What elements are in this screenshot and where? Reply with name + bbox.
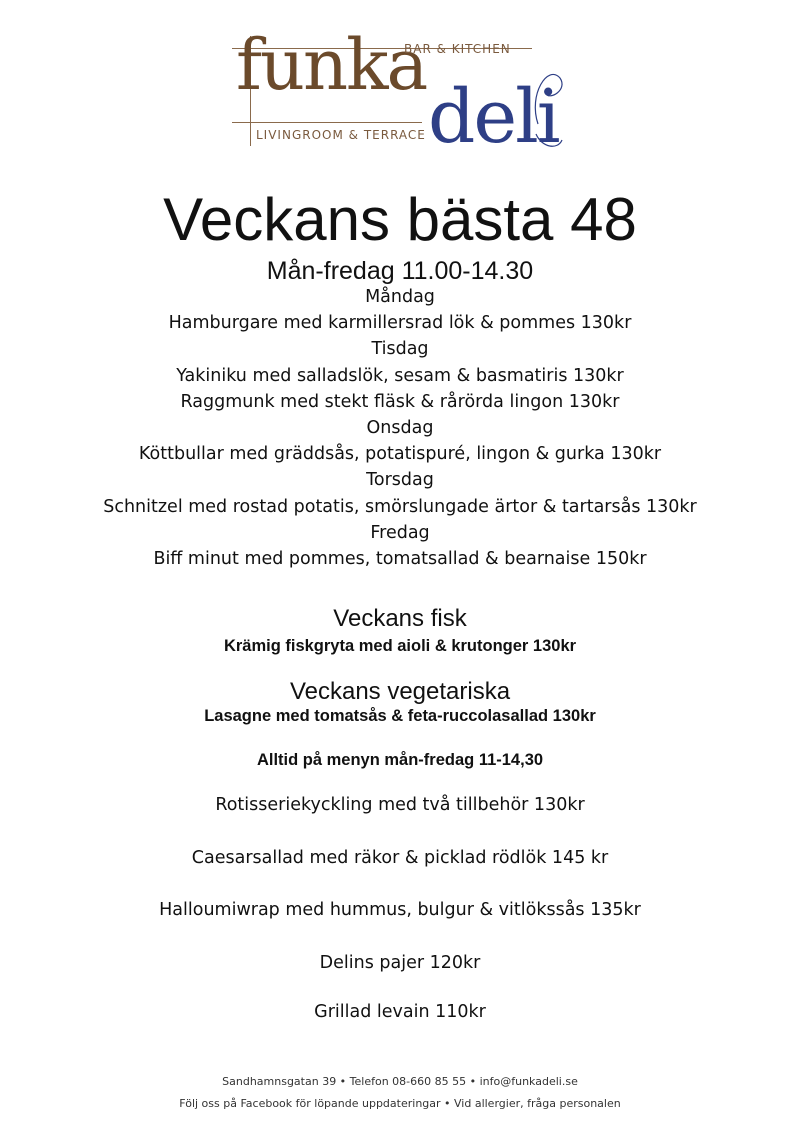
- always-menu-item: Caesarsallad med räkor & picklad rödlök 145 kr: [191, 848, 609, 868]
- logo-word-funka: funka: [236, 24, 427, 106]
- dish-item: Schnitzel med rostad potatis, smörslungade ärtor & tartarsås 130kr: [103, 496, 697, 517]
- day-heading: Torsdag: [366, 470, 434, 491]
- logo-tag-bar-kitchen: BAR & KITCHEN: [404, 42, 511, 56]
- day-heading: Fredag: [370, 522, 430, 543]
- fish-section-title: Veckans fisk: [333, 605, 467, 632]
- logo-rule-bottom: [232, 122, 422, 123]
- weekly-menu: [0, 284, 800, 572]
- dish-item: Raggmunk med stekt fläsk & rårörda lingon 130kr: [180, 391, 620, 412]
- always-menu-item: Delins pajer 120kr: [319, 953, 481, 973]
- page-title: Veckans bästa 48: [163, 186, 637, 253]
- veg-dish: Lasagne med tomatsås & feta-ruccolasallad 130kr: [204, 707, 596, 725]
- veg-section-title: Veckans vegetariska: [289, 678, 511, 705]
- logo-word-deli: deli: [428, 74, 559, 160]
- day-heading: Onsdag: [366, 418, 434, 439]
- always-menu-item: Halloumiwrap med hummus, bulgur & vitlökssås 135kr: [159, 900, 641, 920]
- footer-contact: Sandhamnsgatan 39 • Telefon 08-660 85 55 • info@funkadeli.se: [222, 1075, 578, 1088]
- always-menu-item: Rotisseriekyckling med två tillbehör 130kr: [215, 795, 585, 815]
- day-heading: Måndag: [365, 287, 435, 307]
- always-menu-title: Alltid på menyn mån-fredag 11-14,30: [256, 751, 544, 769]
- dish-item: Biff minut med pommes, tomatsallad & bearnaise 150kr: [153, 549, 647, 570]
- opening-hours: Mån-fredag 11.00-14.30: [266, 257, 534, 285]
- dish-item: Yakiniku med salladslök, sesam & basmatiris 130kr: [176, 365, 624, 386]
- always-menu-item: Grillad levain 110kr: [314, 1002, 486, 1022]
- logo-tag-livingroom: LIVINGROOM & TERRACE: [256, 128, 426, 142]
- dish-item: Hamburgare med karmillersrad lök & pommes 130kr: [168, 313, 632, 334]
- day-heading: Tisdag: [371, 339, 429, 360]
- dish-item: Köttbullar med gräddsås, potatispuré, lingon & gurka 130kr: [138, 444, 662, 465]
- footer-info: Följ oss på Facebook för löpande uppdateringar • Vid allergier, fråga personalen: [179, 1097, 621, 1110]
- funka-deli-logo: [232, 24, 572, 160]
- logo-swirl-icon: [528, 64, 568, 154]
- fish-dish: Krämig fiskgryta med aioli & krutonger 130kr: [223, 637, 577, 655]
